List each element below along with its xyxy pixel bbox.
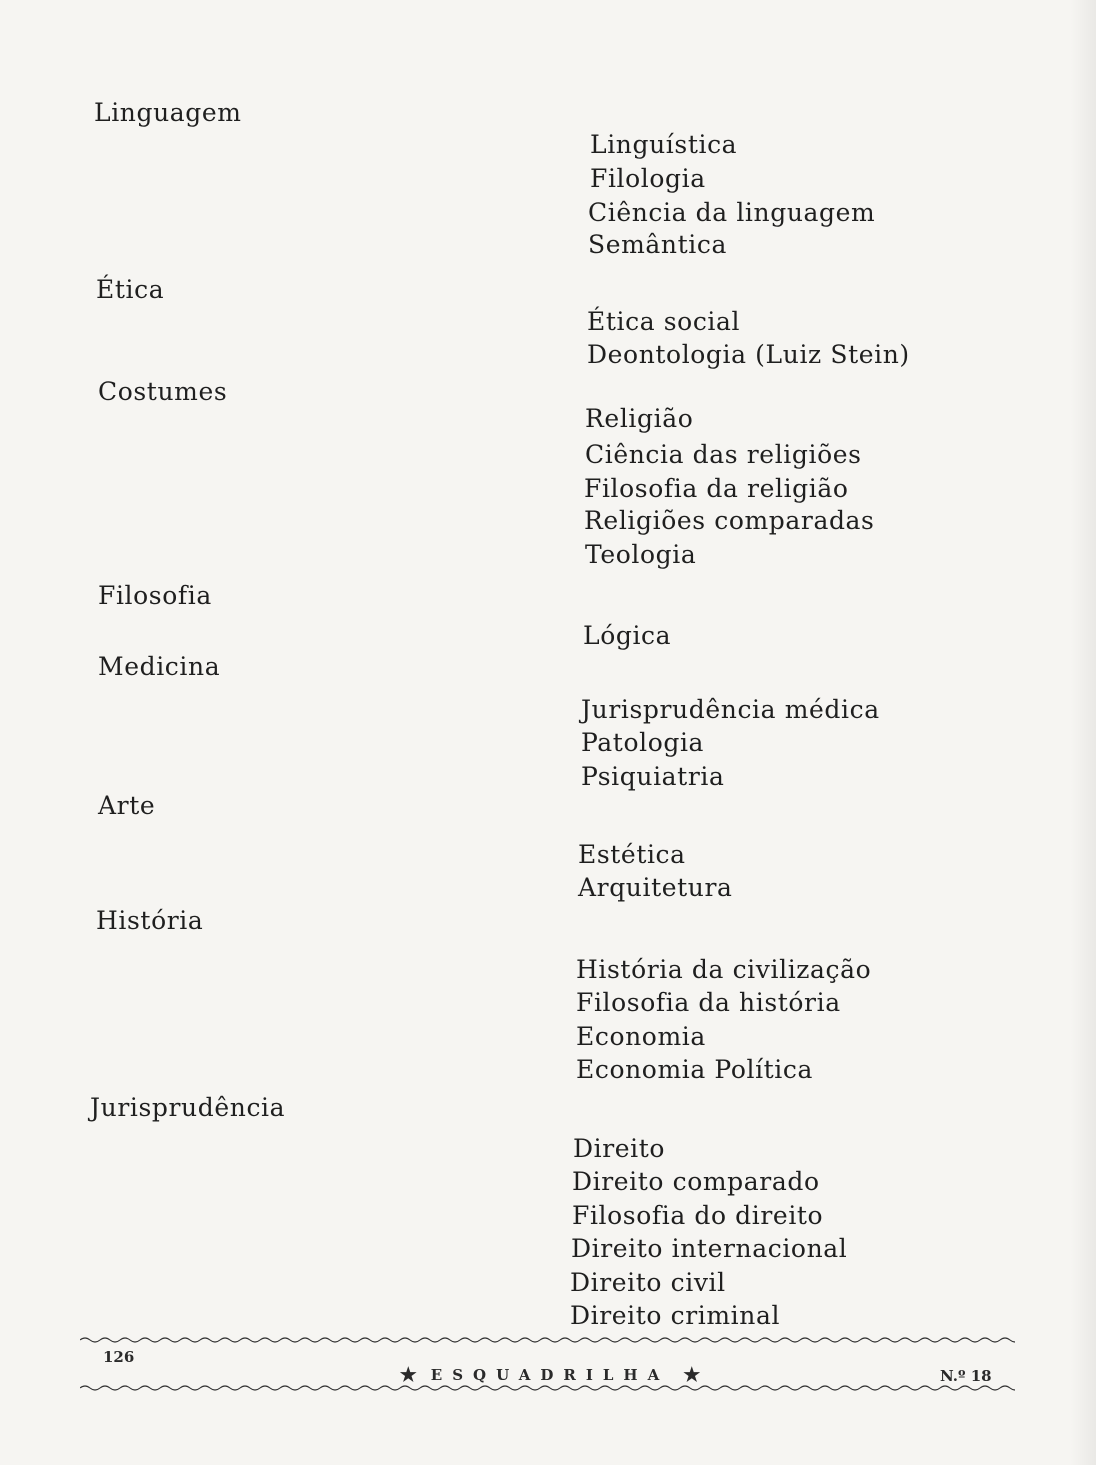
related-item: Direito internacional [571,1234,848,1263]
related-item: Direito criminal [570,1301,781,1330]
subject-medicina: Medicina [98,652,221,681]
related-item: Direito civil [570,1268,726,1297]
related-item: Religiões comparadas [584,506,875,535]
related-item: Psiquiatria [581,762,725,791]
related-item: Arquitetura [578,873,733,902]
subject-filosofia: Filosofia [98,581,212,610]
related-item: Linguística [590,130,738,159]
related-item: Semântica [588,230,727,259]
magazine-title: ESQUADRILHA [430,1366,670,1384]
star-icon: ★ [399,1363,417,1386]
subject-historia: História [96,906,204,935]
subject-arte: Arte [98,791,156,820]
related-item: Teologia [585,540,697,569]
page-number: 126 [103,1348,135,1366]
subject-etica: Ética [96,275,165,304]
issue-number: N.º 18 [940,1367,992,1385]
related-item: História da civilização [576,955,872,984]
related-item: Direito comparado [572,1167,820,1196]
footer-wavy-rule-bottom [80,1383,1015,1393]
related-item: Deontologia (Luiz Stein) [587,340,910,369]
related-item: Filosofia da história [576,988,841,1017]
related-item: Filosofia da religião [584,474,849,503]
related-item: Ciência da linguagem [588,198,876,227]
related-item: Patologia [581,728,705,757]
related-item: Direito [573,1134,666,1163]
related-item: Lógica [583,621,672,650]
related-item: Religião [585,404,694,433]
star-icon: ★ [683,1363,701,1386]
footer-wavy-rule-top [80,1335,1015,1345]
related-item: Economia [576,1022,706,1051]
subject-jurisprudencia: Jurisprudência [90,1093,286,1122]
page-edge-shadow [1070,0,1096,1465]
subject-costumes: Costumes [98,377,228,406]
related-item: Filosofia do direito [572,1201,824,1230]
related-item: Ética social [587,307,741,336]
subject-linguagem: Linguagem [94,98,242,127]
related-item: Economia Política [576,1055,814,1084]
related-item: Filologia [590,164,706,193]
related-item: Jurisprudência médica [581,695,880,724]
related-item: Estética [578,840,686,869]
related-item: Ciência das religiões [585,440,862,469]
